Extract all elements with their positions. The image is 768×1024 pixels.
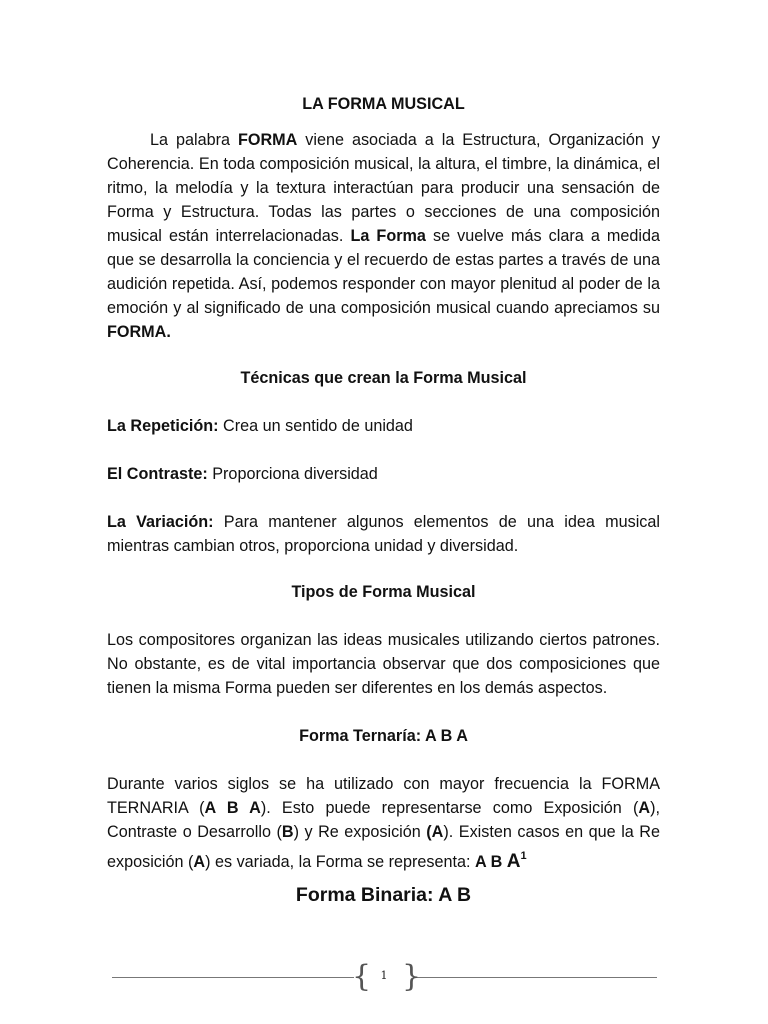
ternaria-superscript: 1	[520, 850, 527, 862]
repeticion-paragraph	[107, 414, 660, 438]
page-number: 1	[380, 969, 388, 982]
variacion-text: Para mantener algunos elementos de una idea musical mientras cambian otros, proporciona unidad y diversidad.	[107, 513, 660, 555]
footer-left-brace: {	[352, 959, 372, 994]
ternaria-text-5: ). Existen casos en que la Re exposición (	[107, 823, 660, 871]
ternaria-big-a: A	[506, 851, 521, 872]
document-body	[107, 92, 660, 908]
ternaria-bold-1: A B A	[204, 799, 261, 817]
ternaria-heading-form: A B A	[425, 727, 468, 745]
footer-rule-right	[413, 977, 657, 978]
ternaria-bold-6: A B	[475, 853, 507, 871]
ternaria-text-2: ). Esto puede representarse como Exposición (	[260, 799, 639, 817]
intro-text-1: La palabra	[150, 131, 238, 149]
contraste-paragraph	[107, 462, 660, 486]
ternaria-text-4: ) y Re exposición	[293, 823, 427, 841]
ternaria-heading-label: Forma Ternaría	[299, 727, 416, 745]
ternaria-bold-3: B	[281, 823, 294, 841]
intro-bold-1: FORMA	[237, 131, 298, 149]
ternaria-text-6: ) es variada, la Forma se representa:	[205, 853, 476, 871]
intro-text-2: viene asociada a la Estructura, Organización y Coherencia. En toda composición musical, la altura, el timbre, la dinámica, el ritmo, la melodía y la textura interactúan para producir una sensación de Forma y Estructura. Todas las partes o secciones de una composición musical están interrelacionadas.	[107, 131, 660, 245]
repeticion-label: La Repetición:	[107, 417, 219, 435]
binaria-heading: Forma Binaria: A B	[295, 884, 472, 906]
contraste-text: Proporciona diversidad	[207, 465, 378, 483]
document-title: LA FORMA MUSICAL	[302, 95, 465, 113]
tecnicas-heading: Técnicas que crean la Forma Musical	[240, 369, 527, 387]
ternaria-text-3: ), Contraste o Desarrollo (	[107, 799, 660, 841]
repeticion-text: Crea un sentido de unidad	[218, 417, 413, 435]
intro-paragraph	[107, 128, 660, 344]
ternaria-bold-2: A	[638, 799, 651, 817]
ternaria-heading-colon: :	[415, 727, 426, 745]
intro-text-3: se vuelve más clara a medida que se desarrolla la conciencia y el recuerdo de estas partes a través de una audición repetida. Así, podemos responder con mayor plenitud al poder de la emoción y al significado de una composición musical cuando apreciamos su	[107, 227, 660, 317]
footer-right-brace: }	[402, 959, 422, 994]
tipos-paragraph: Los compositores organizan las ideas musicales utilizando ciertos patrones. No obstante, es de vital importancia observar que dos composiciones que tienen la misma Forma pueden ser diferentes en los demás aspectos.	[107, 631, 660, 697]
contraste-label: El Contraste:	[107, 465, 208, 483]
intro-bold-2: La Forma	[350, 227, 426, 245]
ternaria-bold-5: A	[193, 853, 206, 871]
ternaria-paragraph	[107, 772, 660, 874]
ternaria-heading	[107, 724, 660, 748]
tipos-heading: Tipos de Forma Musical	[291, 583, 476, 601]
variacion-paragraph	[107, 510, 660, 558]
ternaria-text-1: Durante varios siglos se ha utilizado con mayor frecuencia la FORMA TERNARIA (	[107, 775, 660, 817]
variacion-label: La Variación:	[107, 513, 214, 531]
footer-rule-left	[112, 977, 354, 978]
ternaria-bold-4: (A	[426, 823, 444, 841]
intro-bold-3: FORMA.	[107, 323, 171, 341]
